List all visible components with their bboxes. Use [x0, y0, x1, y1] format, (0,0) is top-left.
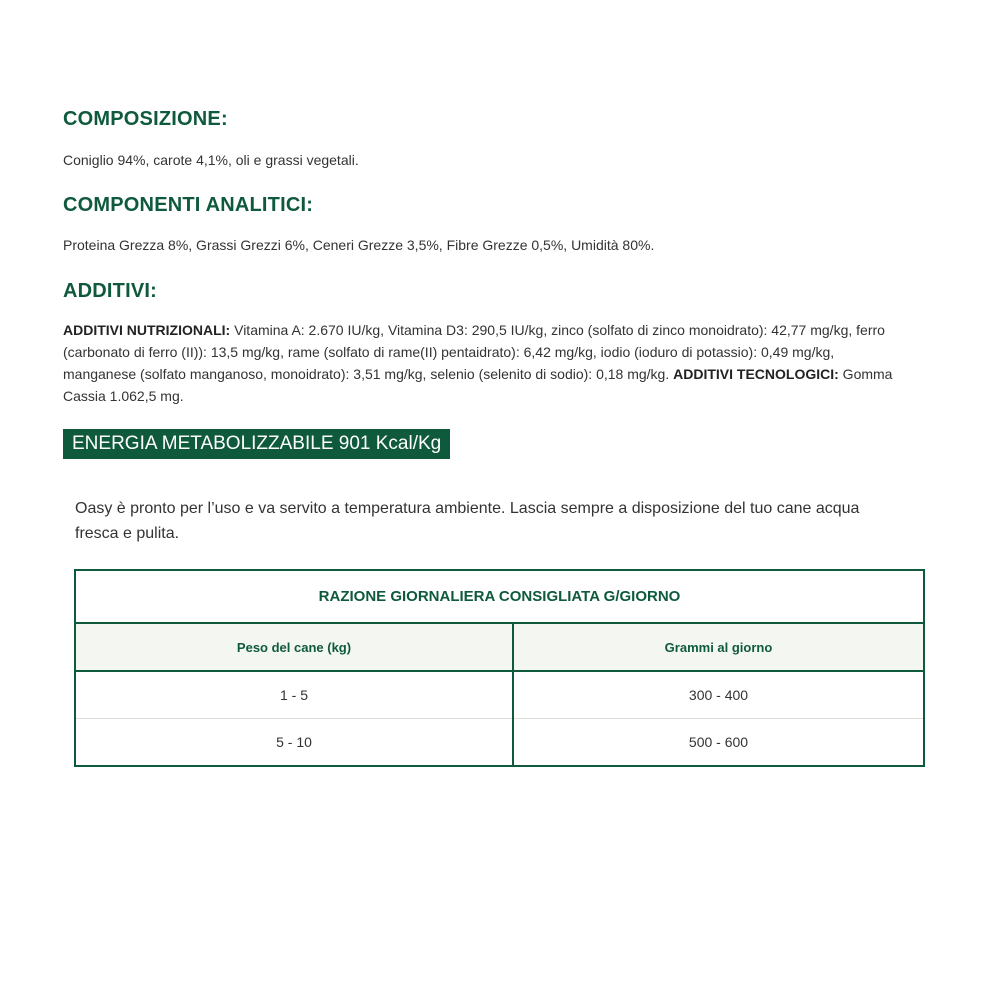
composizione-heading: COMPOSIZIONE: [63, 108, 228, 130]
table-cell-grammi: 300 - 400 [513, 671, 924, 719]
componenti-text: Proteina Grezza 8%, Grassi Grezzi 6%, Ceneri Grezze 3,5%, Fibre Grezze 0,5%, Umidità 80%. [63, 237, 655, 253]
column-header-grammi: Grammi al giorno [513, 623, 924, 671]
servizio-text: Oasy è pronto per l’uso e va servito a temperatura ambiente. Lascia sempre a disposizione del tuo cane acqua fresca e pulita. [75, 500, 860, 542]
additivi-tecnologici-text: Gomma Cassia 1.062,5 mg. [63, 366, 893, 404]
razione-title: RAZIONE GIORNALIERA CONSIGLIATA G/GIORNO [75, 570, 924, 623]
energia-banner: ENERGIA METABOLIZZABILE 901 Kcal/Kg [63, 429, 450, 459]
table-cell-grammi: 500 - 600 [688, 734, 749, 750]
column-header-peso: Peso del cane (kg) [75, 623, 513, 671]
composizione-text: Coniglio 94%, carote 4,1%, oli e grassi vegetali. [63, 152, 359, 168]
table-cell-peso: 1 - 5 [75, 671, 513, 719]
razione-table [74, 569, 925, 767]
additivi-nutrizionali-text: Vitamina A: 2.670 IU/kg, Vitamina D3: 290,5 IU/kg, zinco (solfato di zinco monoidrato): 42,77 mg/kg, ferro (carbonato di ferro (II)): 13,5 mg/kg, rame (solfato di rame(II) pentaidrato): 6,42 mg/kg, iodio (ioduro di potassio): 0,49 mg/kg, manganese (solfato manganoso, monoidrato): 3,51 mg/kg, selenio (selenito di sodio): 0,18 mg/kg. [63, 322, 885, 382]
table-row [75, 671, 924, 719]
table-cell-peso: 5 - 10 [75, 719, 513, 767]
additivi-heading: ADDITIVI: [63, 280, 158, 302]
componenti-heading: COMPONENTI ANALITICI: [63, 194, 314, 216]
table-row [75, 719, 924, 767]
additivi-text [63, 319, 903, 407]
additivi-tecnologici-label: ADDITIVI TECNOLOGICI: [673, 366, 839, 382]
additivi-nutrizionali-label: ADDITIVI NUTRIZIONALI: [63, 322, 231, 338]
